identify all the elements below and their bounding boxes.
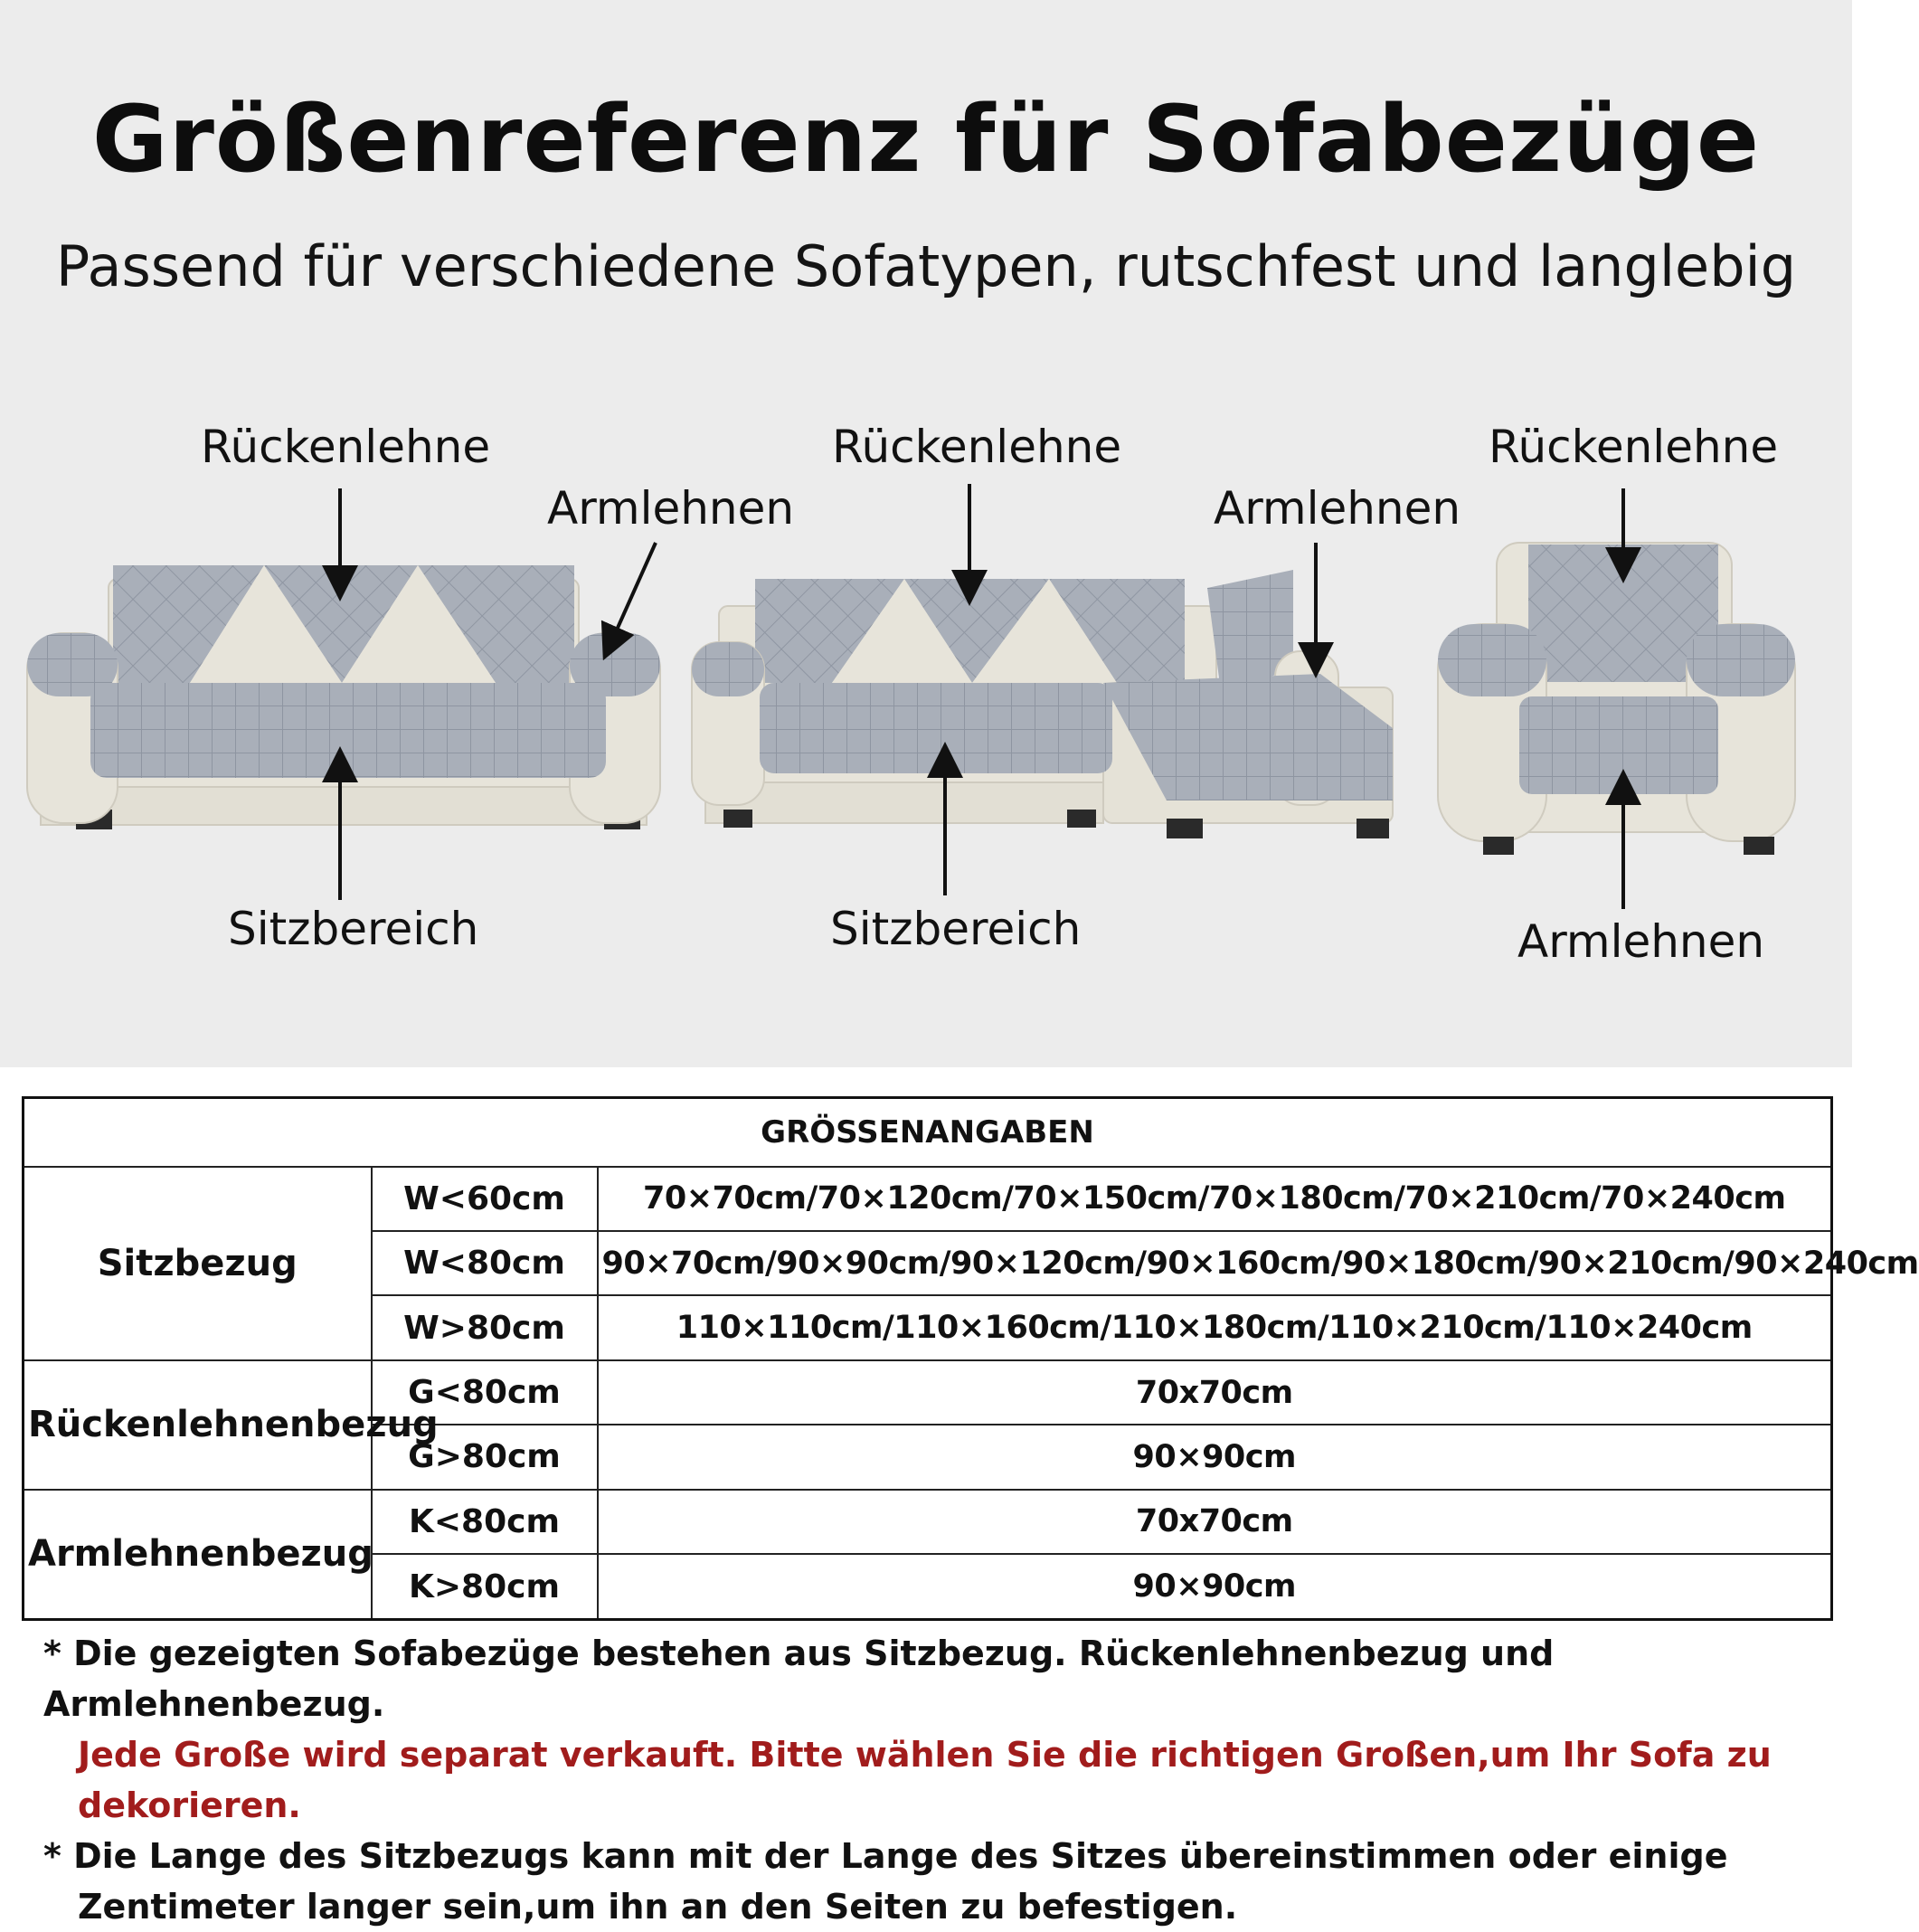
sizes-cell: 70x70cm: [598, 1360, 1832, 1425]
condition-cell: G>80cm: [372, 1425, 598, 1489]
sizes-cell: 90×90cm: [598, 1425, 1832, 1489]
size-table: [22, 1096, 1919, 1621]
group-seat-cover: Sitzbezug: [24, 1167, 372, 1360]
group-armrest-cover: Armlehnenbezug: [24, 1490, 372, 1620]
label-armrest-right: Armlehnen: [1517, 915, 1765, 968]
condition-cell: K>80cm: [372, 1554, 598, 1619]
group-backrest-cover: Rückenlehnenbezug: [24, 1360, 372, 1490]
sizes-cell: 90×90cm: [598, 1554, 1832, 1619]
footnotes: [43, 1628, 1834, 1932]
label-backrest-left: Rückenlehne: [201, 421, 491, 473]
sofa-middle: [692, 570, 1393, 838]
label-backrest-middle: Rückenlehne: [832, 421, 1122, 473]
note-composition: * Die gezeigten Sofabezüge bestehen aus Sitzbezug. Rückenlehnenbezug und Armlehnenbezug.: [43, 1634, 1555, 1724]
note-sold-separately: Jede Große wird separat verkauft. Bitte wählen Sie die richtigen Großen,um Ihr Sofa zu dekorieren.: [78, 1735, 1772, 1825]
note-seat-length: * Die Lange des Sitzbezugs kann mit der Lange des Sitzes übereinstimmen oder einige: [43, 1836, 1728, 1876]
condition-cell: K<80cm: [372, 1490, 598, 1554]
label-armrest-left: Armlehnen: [547, 482, 795, 535]
table-heading: GRÖSSENANGABEN: [24, 1098, 1832, 1167]
condition-cell: W>80cm: [372, 1295, 598, 1359]
condition-cell: W<60cm: [372, 1167, 598, 1231]
condition-cell: G<80cm: [372, 1360, 598, 1425]
sizes-cell: 70×70cm/70×120cm/70×150cm/70×180cm/70×210cm/70×240cm: [598, 1167, 1832, 1231]
label-seat-middle: Sitzbereich: [830, 903, 1082, 955]
note-seat-length-cont: Zentimeter langer sein,um ihn an den Seiten zu befestigen.: [78, 1887, 1238, 1927]
label-backrest-right: Rückenlehne: [1489, 421, 1779, 473]
sizes-cell: 90×70cm/90×90cm/90×120cm/90×160cm/90×180cm/90×210cm/90×240cm: [598, 1231, 1832, 1295]
condition-cell: W<80cm: [372, 1231, 598, 1295]
page-title: Größenreferenz für Sofabezüge: [91, 86, 1761, 194]
sizes-cell: 110×110cm/110×160cm/110×180cm/110×210cm/110×240cm: [598, 1295, 1832, 1359]
sofa-left: [27, 565, 660, 829]
sizes-cell: 70x70cm: [598, 1490, 1832, 1554]
label-seat-left: Sitzbereich: [228, 903, 479, 955]
armchair-right: [1438, 543, 1795, 855]
page-subtitle: Passend für verschiedene Sofatypen, rutschfest und langlebig: [55, 233, 1797, 299]
label-armrest-middle: Armlehnen: [1214, 482, 1461, 535]
size-table-container: [22, 1096, 1919, 1621]
